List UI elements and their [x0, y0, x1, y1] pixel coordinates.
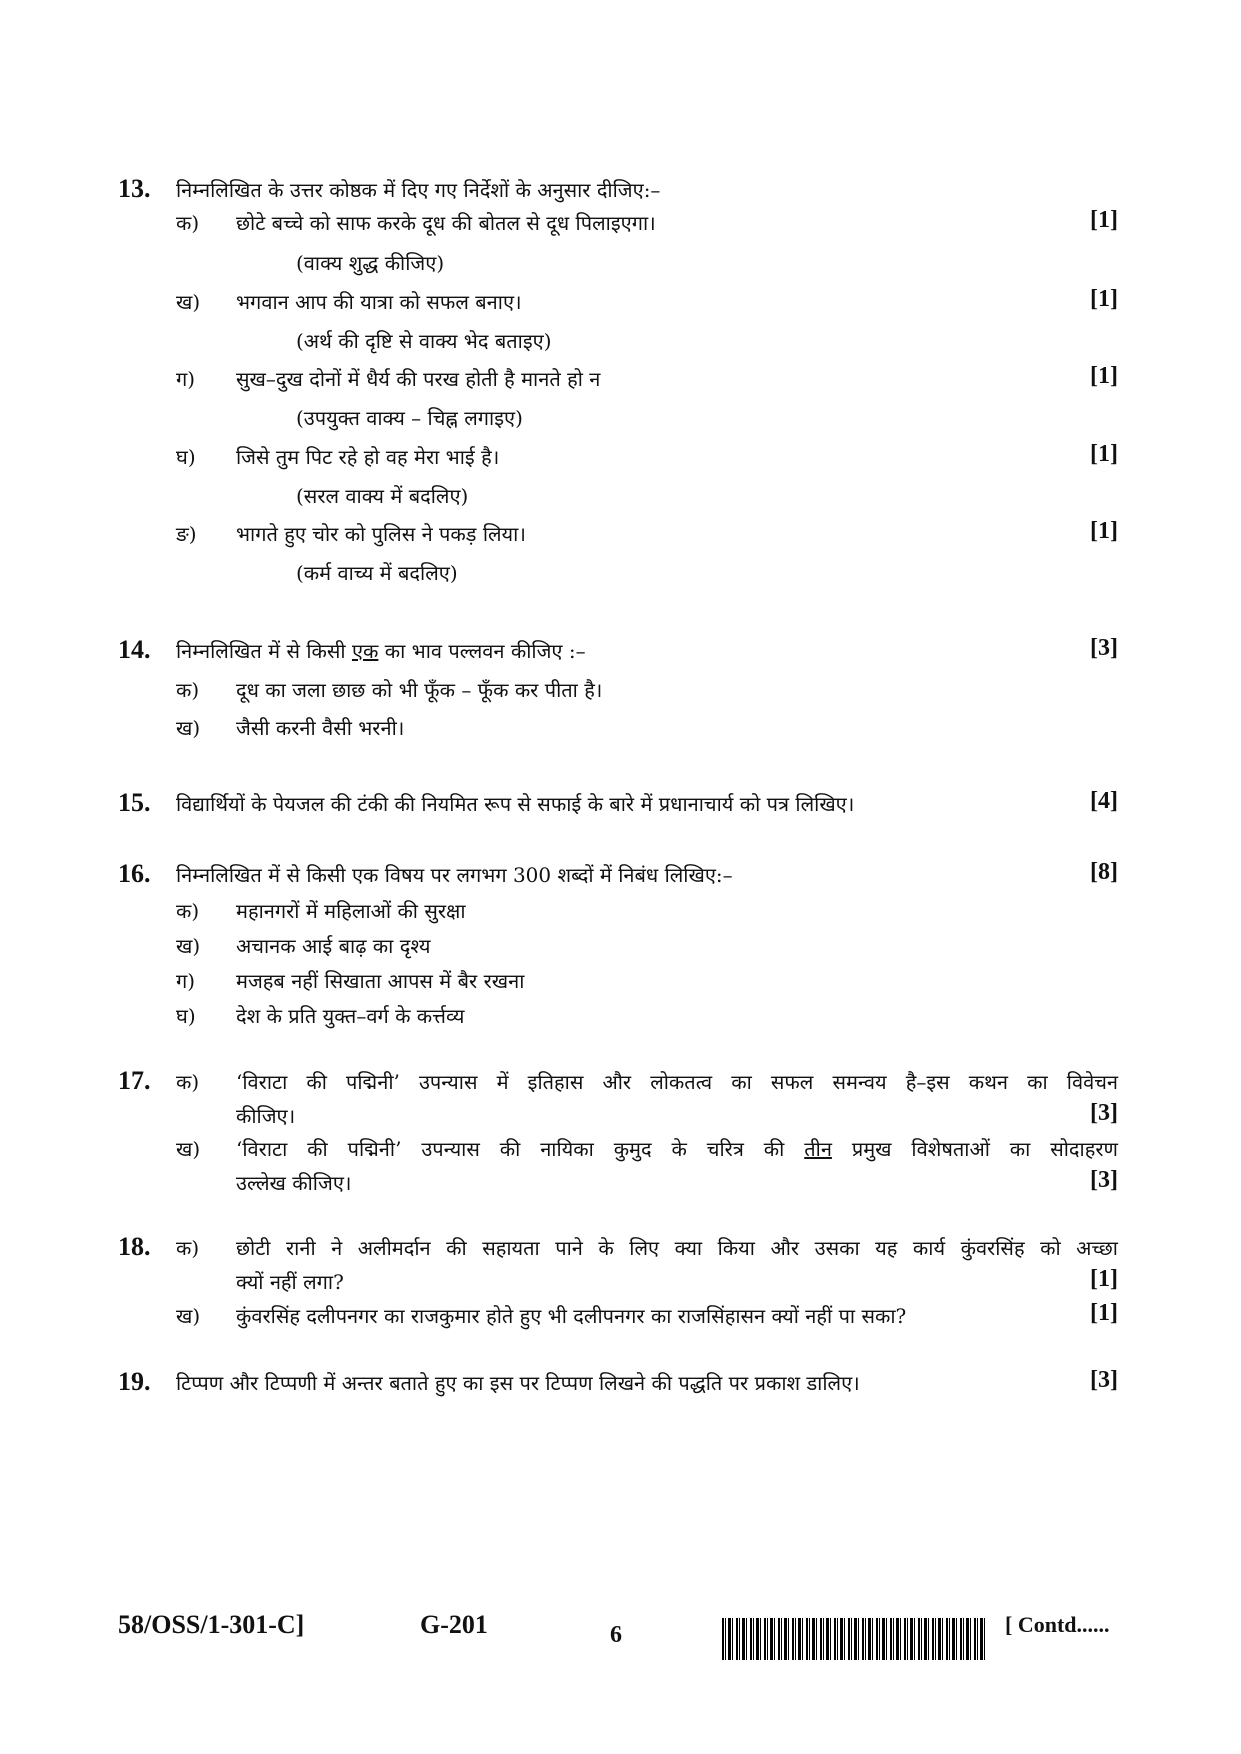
- item-text: ‘विराटा की पद्मिनी’ उपन्यास की नायिका कुमुद के चरित्र की तीन प्रमुख विशेषताओं का सोदाहरण: [236, 1137, 1118, 1161]
- underlined-word: तीन: [804, 1137, 832, 1161]
- marks: [1]: [1090, 441, 1118, 467]
- item-text-continued: क्यों नहीं लगा?: [236, 1270, 344, 1294]
- question-17-part-b-cont: [0, 1165, 1241, 1205]
- question-13-item-b: [0, 284, 1241, 324]
- marks: [3]: [1090, 635, 1118, 661]
- series-code: G-201: [420, 1610, 488, 1639]
- item-text: छोटी रानी ने अलीमर्दान की सहायता पाने के लिए क्या किया और उसका यह कार्य कुंवरसिंह को अच्छा: [236, 1236, 1118, 1260]
- item-instruction: (अर्थ की दृष्टि से वाक्य भेद बताइए): [296, 329, 552, 353]
- marks: [3]: [1090, 1100, 1118, 1126]
- question-number: 19.: [118, 1367, 151, 1396]
- item-label: ग): [176, 969, 196, 993]
- question-14-item-a: [0, 672, 1241, 712]
- item-text-continued: कीजिए।: [236, 1104, 296, 1128]
- marks: [1]: [1090, 286, 1118, 312]
- item-text: सुख–दुख दोनों में धैर्य की परख होती है मानते हो न: [236, 367, 601, 391]
- question-text: टिप्पण और टिप्पणी में अन्तर बताते हुए का इस पर टिप्पण लिखने की पद्धति पर प्रकाश डालिए।: [176, 1371, 860, 1395]
- question-15: [0, 786, 1241, 826]
- item-instruction: (सरल वाक्य में बदलिए): [296, 484, 469, 508]
- item-label: घ): [176, 445, 196, 469]
- item-label: घ): [176, 1004, 196, 1028]
- question-16-item-a: [0, 893, 1241, 933]
- item-text: देश के प्रति युक्त–वर्ग के कर्त्तव्य: [236, 1004, 465, 1028]
- item-label: ख): [176, 716, 201, 740]
- question-text: विद्यार्थियों के पेयजल की टंकी की नियमित रूप से सफाई के बारे में प्रधानाचार्य को पत्र लिखिए।: [176, 792, 855, 816]
- question-number: 15.: [118, 788, 151, 817]
- question-13-item-c-hint: [0, 400, 1241, 440]
- question-13-item-c: [0, 361, 1241, 401]
- question-13-item-a-hint: [0, 245, 1241, 285]
- item-label: क): [176, 1070, 200, 1094]
- question-13-item-e: [0, 516, 1241, 556]
- question-number: 13.: [118, 174, 151, 203]
- question-14: [0, 633, 1241, 673]
- continued-label: [ Contd......: [1005, 1612, 1110, 1637]
- question-14-item-b: [0, 710, 1241, 750]
- item-instruction: (कर्म वाच्य में बदलिए): [296, 561, 458, 585]
- marks: [1]: [1090, 1300, 1118, 1326]
- item-text: महानगरों में महिलाओं की सुरक्षा: [236, 899, 466, 923]
- marks: [1]: [1090, 1266, 1118, 1292]
- question-18-part-b: [0, 1298, 1241, 1338]
- paper-code: 58/OSS/1-301-C]: [118, 1610, 305, 1639]
- question-text: निम्नलिखित में से किसी एक का भाव पल्लवन कीजिए :–: [176, 639, 586, 663]
- question-13-item-d-hint: [0, 478, 1241, 518]
- barcode: [722, 1618, 987, 1660]
- item-label: ख): [176, 1137, 201, 1161]
- item-label: क): [176, 899, 200, 923]
- question-16-item-c: [0, 963, 1241, 1003]
- item-instruction: (उपयुक्त वाक्य – चिह्न लगाइए): [296, 406, 523, 430]
- item-label: क): [176, 1236, 200, 1260]
- question-13-item-a: [0, 205, 1241, 245]
- question-text: निम्नलिखित में से किसी एक विषय पर लगभग 300 शब्दों में निबंध लिखिए:–: [176, 863, 733, 887]
- marks: [1]: [1090, 207, 1118, 233]
- question-13-item-d: [0, 439, 1241, 479]
- question-16: [0, 857, 1241, 897]
- item-label: क): [176, 678, 200, 702]
- item-text: जैसी करनी वैसी भरनी।: [236, 716, 405, 740]
- question-number: 18.: [118, 1232, 151, 1261]
- item-text: छोटे बच्चे को साफ करके दूध की बोतल से दूध पिलाइएगा।: [236, 211, 656, 235]
- item-text: भागते हुए चोर को पुलिस ने पकड़ लिया।: [236, 522, 526, 546]
- question-number: 14.: [118, 635, 151, 664]
- underlined-word: एक: [351, 639, 379, 663]
- item-label: ङ): [176, 522, 197, 546]
- item-label: क): [176, 211, 200, 235]
- marks: [1]: [1090, 363, 1118, 389]
- item-label: ग): [176, 367, 196, 391]
- item-text-continued: उल्लेख कीजिए।: [236, 1171, 352, 1195]
- item-instruction: (वाक्य शुद्ध कीजिए): [296, 251, 445, 275]
- marks: [8]: [1090, 859, 1118, 885]
- item-text: मजहब नहीं सिखाता आपस में बैर रखना: [236, 969, 525, 993]
- item-label: ख): [176, 290, 201, 314]
- question-16-item-b: [0, 928, 1241, 968]
- marks: [4]: [1090, 788, 1118, 814]
- item-text: जिसे तुम पिट रहे हो वह मेरा भाई है।: [236, 445, 500, 469]
- question-19: [0, 1365, 1241, 1405]
- item-text: दूध का जला छाछ को भी फूँक – फूँक कर पीता है।: [236, 678, 603, 702]
- item-text: कुंवरसिंह दलीपनगर का राजकुमार होते हुए भी दलीपनगर का राजसिंहासन क्यों नहीं पा सका?: [236, 1304, 907, 1328]
- question-text: निम्नलिखित के उत्तर कोष्ठक में दिए गए निर्देशों के अनुसार दीजिए:–: [176, 178, 661, 202]
- question-13-item-b-hint: [0, 323, 1241, 363]
- item-text: भगवान आप की यात्रा को सफल बनाए।: [236, 290, 522, 314]
- marks: [3]: [1090, 1367, 1118, 1393]
- question-number: 16.: [118, 859, 151, 888]
- item-text: अचानक आई बाढ़ का दृश्य: [236, 934, 431, 958]
- item-text: ‘विराटा की पद्मिनी’ उपन्यास में इतिहास और लोकतत्व का सफल समन्वय है–इस कथन का विवेचन: [236, 1070, 1118, 1094]
- question-number: 17.: [118, 1066, 151, 1095]
- item-label: ख): [176, 934, 201, 958]
- marks: [1]: [1090, 518, 1118, 544]
- question-13-item-e-hint: [0, 555, 1241, 595]
- question-16-item-d: [0, 998, 1241, 1038]
- item-label: ख): [176, 1304, 201, 1328]
- marks: [3]: [1090, 1167, 1118, 1193]
- page-number: 6: [610, 1622, 622, 1648]
